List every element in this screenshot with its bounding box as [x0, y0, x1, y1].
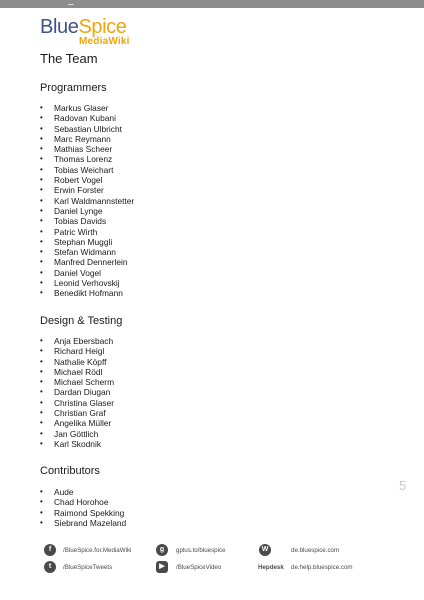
list-item: • Michael Scherm	[40, 377, 114, 387]
list-item: • Jan Göttlich	[40, 429, 114, 439]
section-title-design-testing: Design & Testing	[40, 315, 123, 327]
youtube-icon: ▶	[156, 561, 168, 573]
list-item: • Tobias Weichart	[40, 165, 134, 175]
list-item: • Manfred Dennerlein	[40, 257, 134, 267]
list-item: • Christina Glaser	[40, 398, 114, 408]
logo-subtitle: MediaWiki	[79, 36, 130, 47]
list-item: • Michael Rödl	[40, 367, 114, 377]
list-item: • Stefan Widmann	[40, 247, 134, 257]
wordpress-link[interactable]: de.bluespice.com	[291, 546, 340, 554]
list-item: • Thomas Lorenz	[40, 154, 134, 164]
footer-wordpress[interactable]	[259, 544, 339, 556]
facebook-icon: f	[44, 544, 56, 556]
footer-googleplus[interactable]	[156, 544, 226, 556]
list-item: • Leonid Verhovskij	[40, 278, 134, 288]
list-item: • Nathalie Köpff	[40, 357, 114, 367]
list-item: • Chad Horohoe	[40, 497, 126, 507]
list-item: • Patric Wirth	[40, 227, 134, 237]
logo-word-blue: Blue	[40, 16, 79, 38]
list-item: • Anja Ebersbach	[40, 336, 114, 346]
list-item: • Mathias Scheer	[40, 144, 134, 154]
list-item: • Marc Reymann	[40, 134, 134, 144]
list-item: • Raimond Spekking	[40, 508, 126, 518]
contributors-list	[40, 487, 126, 528]
list-item: • Benedikt Hofmann	[40, 288, 134, 298]
list-item: • Erwin Forster	[40, 185, 134, 195]
footer-youtube[interactable]	[156, 561, 221, 573]
section-title-programmers: Programmers	[40, 82, 107, 94]
list-item: • Radovan Kubani	[40, 113, 134, 123]
helpdesk-label: Hepdesk	[258, 564, 284, 571]
list-item: • Daniel Vogel	[40, 268, 134, 278]
list-item: • Karl Waldmannstetter	[40, 196, 134, 206]
wordpress-icon: W	[259, 544, 271, 556]
list-item: • Sebastian Ulbricht	[40, 124, 134, 134]
list-item: • Karl Skodnik	[40, 439, 114, 449]
footer-twitter[interactable]	[44, 561, 112, 573]
programmers-list	[40, 103, 134, 299]
top-bar	[0, 0, 424, 8]
list-item: • Robert Vogel	[40, 175, 134, 185]
list-item: • Daniel Lynge	[40, 206, 134, 216]
list-item: • Richard Heigl	[40, 346, 114, 356]
section-title-contributors: Contributors	[40, 465, 100, 477]
list-item: • Angelika Müller	[40, 418, 114, 428]
design-testing-list	[40, 336, 114, 449]
googleplus-link[interactable]: gplus.to/bluespice	[176, 546, 226, 554]
google-plus-icon: g	[156, 544, 168, 556]
page-number: 5	[399, 478, 407, 493]
facebook-link[interactable]: /BlueSpice.for.MediaWiki	[63, 546, 132, 554]
footer-facebook[interactable]	[44, 544, 131, 556]
list-item: • Aude	[40, 487, 126, 497]
list-item: • Siebrand Mazeland	[40, 518, 126, 528]
logo-wordmark	[40, 16, 126, 38]
bluespice-logo	[40, 16, 130, 47]
twitter-link[interactable]: /BlueSpiceTweets	[63, 563, 113, 571]
list-item: • Markus Glaser	[40, 103, 134, 113]
list-item: • Tobias Davids	[40, 216, 134, 226]
helpdesk-link[interactable]: de.help.bluespice.com	[291, 564, 353, 571]
list-item: • Christian Graf	[40, 408, 114, 418]
youtube-link[interactable]: /BlueSpiceVideo	[176, 563, 222, 571]
page-title: The Team	[40, 51, 98, 66]
top-bar-mark	[68, 4, 74, 5]
list-item: • Stephan Muggli	[40, 237, 134, 247]
list-item: • Dardan Diugan	[40, 387, 114, 397]
logo-word-spice: Spice	[78, 16, 127, 38]
twitter-icon: t	[44, 561, 56, 573]
